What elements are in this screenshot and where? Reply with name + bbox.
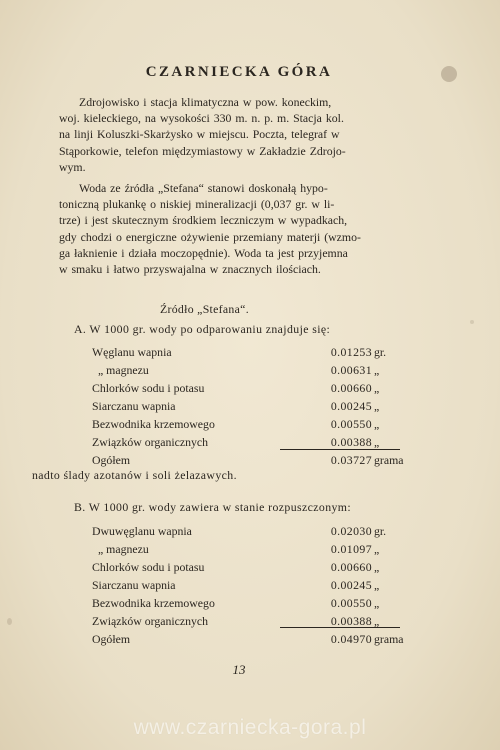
- table-row: [92, 558, 422, 576]
- table-row: [92, 540, 422, 558]
- watermark: www.czarniecka-gora.pl: [133, 716, 367, 739]
- row-name: Bezwodnika krzemowego: [92, 417, 215, 431]
- row-value: 0.00631: [330, 363, 372, 377]
- row-value: 0.01253: [330, 345, 372, 359]
- table-row: [92, 343, 422, 361]
- table-row: [92, 594, 422, 612]
- table-row: [92, 522, 422, 540]
- row-name: Siarczanu wapnia: [92, 578, 176, 592]
- sum-rule: [280, 627, 400, 628]
- text-line: Woda ze źródła „Stefana“ stanowi doskonałą hypo-: [79, 181, 328, 195]
- total-unit: grama: [374, 453, 404, 467]
- row-name: Chlorków sodu i potasu: [92, 560, 205, 574]
- row-value: 0.00550: [330, 596, 372, 610]
- section-b-heading: B. W 1000 gr. wody zawiera w stanie rozpuszczonym:: [74, 500, 352, 514]
- row-unit: „: [374, 417, 380, 431]
- row-value: 0.00245: [330, 578, 372, 592]
- row-unit: „: [374, 381, 380, 395]
- stain-spot: [470, 320, 474, 324]
- section-b-table: [92, 522, 422, 648]
- table-row: [92, 379, 422, 397]
- text-line: w smaku i łatwo przyswajalna w znacznych ilościach.: [59, 262, 321, 277]
- row-unit: „: [374, 435, 380, 449]
- row-unit: „: [374, 596, 380, 610]
- row-value: 0.02030: [330, 524, 372, 538]
- row-name: Węglanu wapnia: [92, 345, 172, 359]
- row-name: „ magnezu: [98, 542, 149, 556]
- row-name: Siarczanu wapnia: [92, 399, 176, 413]
- total-row: [92, 630, 422, 648]
- row-name: Związków organicznych: [92, 614, 209, 628]
- text-line: gdy chodzi o energiczne ożywienie przemiany materji (wzmo-: [59, 229, 361, 244]
- text-line: Zdrojowisko i stacja klimatyczna w pow. koneckim,: [79, 95, 332, 109]
- row-value: 0.00388: [330, 435, 372, 449]
- text-line: na linji Koluszki-Skarżysko w miejscu. Poczta, telegraf w: [59, 127, 340, 142]
- row-value: 0.01097: [330, 542, 372, 556]
- text-line: trze) i jest skutecznym środkiem leczniczym w wypadkach,: [59, 213, 348, 228]
- section-a-table: [92, 343, 422, 469]
- row-value: 0.00550: [330, 417, 372, 431]
- intro-paragraph: [59, 94, 447, 175]
- page-title: CZARNIECKA GÓRA: [145, 64, 333, 80]
- row-value: 0.00660: [330, 560, 372, 574]
- table-row: [92, 397, 422, 415]
- page-number: 13: [232, 662, 246, 677]
- total-row: [92, 451, 422, 469]
- row-unit: gr.: [374, 524, 387, 538]
- row-name: Związków organicznych: [92, 435, 209, 449]
- table-row: [92, 415, 422, 433]
- total-label: Ogółem: [92, 632, 131, 646]
- row-unit: „: [374, 578, 380, 592]
- row-value: 0.00245: [330, 399, 372, 413]
- row-name: Bezwodnika krzemowego: [92, 596, 215, 610]
- row-unit: gr.: [374, 345, 387, 359]
- row-value: 0.00388: [330, 614, 372, 628]
- water-paragraph: [59, 180, 447, 277]
- table-row: [92, 361, 422, 379]
- table-row: [92, 576, 422, 594]
- row-name: Dwuwęglanu wapnia: [92, 524, 192, 538]
- row-unit: „: [374, 614, 380, 628]
- total-label: Ogółem: [92, 453, 131, 467]
- row-unit: „: [374, 363, 380, 377]
- row-value: 0.00660: [330, 381, 372, 395]
- sum-rule: [280, 449, 400, 450]
- text-line: woj. kieleckiego, na wysokości 330 m. n. p. m. Stacja kol.: [59, 111, 344, 126]
- row-unit: „: [374, 560, 380, 574]
- row-unit: „: [374, 399, 380, 413]
- stain-spot: [7, 618, 12, 625]
- row-name: Chlorków sodu i potasu: [92, 381, 205, 395]
- trace-note: nadto ślady azotanów i soli żelazawych.: [32, 468, 237, 482]
- total-value: 0.03727: [330, 453, 372, 467]
- text-line: ga łaknienie i działa moczopędnie). Woda ta jest przyjemna: [59, 245, 348, 260]
- section-a-heading: A. W 1000 gr. wody po odparowaniu znajduje się:: [74, 322, 331, 336]
- row-unit: „: [374, 542, 380, 556]
- text-line: wym.: [59, 159, 86, 174]
- row-name: „ magnezu: [98, 363, 149, 377]
- text-line: Stąporkowie, telefon międzymiastowy w Zakładzie Zdrojo-: [59, 143, 346, 158]
- source-heading: Źródło „Stefana“.: [160, 302, 249, 316]
- total-unit: grama: [374, 632, 404, 646]
- text-line: toniczną plukankę o niskiej mineralizacji (0,037 gr. w li-: [59, 197, 335, 212]
- total-value: 0.04970: [330, 632, 372, 646]
